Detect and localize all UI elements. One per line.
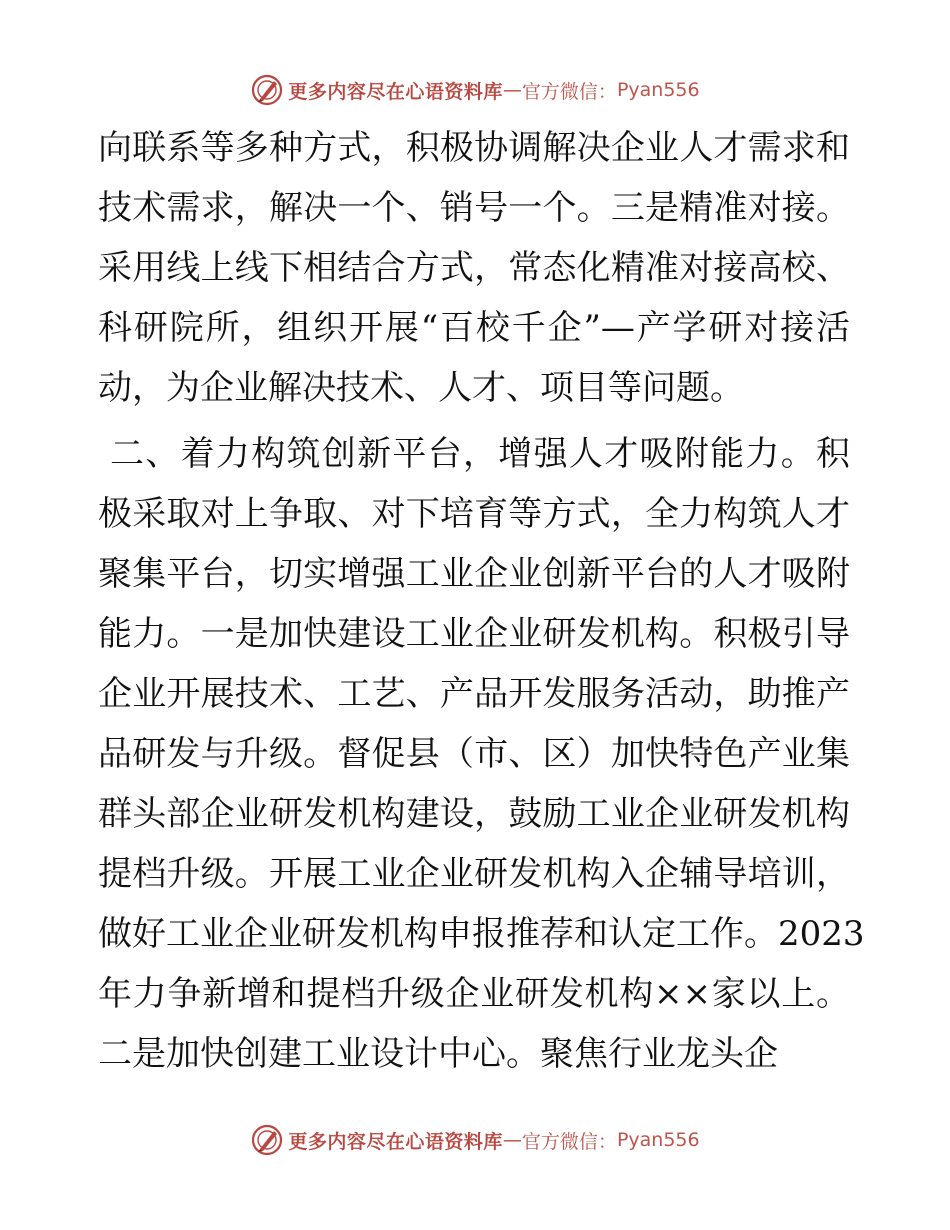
text-line: 能力。一是加快建设工业企业研发机构。积极引导: [98, 614, 850, 654]
footer-watermark: [0, 1120, 950, 1160]
text-line: 科研院所，组织开展“百校千企”—产学研对接活: [98, 308, 850, 348]
text-line: 提档升级。开展工业企业研发机构入企辅导培训，: [98, 854, 850, 894]
paragraph-2: [98, 424, 865, 1084]
text-line: 企业开展技术、工艺、产品开发服务活动，助推产: [98, 674, 850, 714]
text-line: 采用线上线下相结合方式，常态化精准对接高校、: [98, 248, 850, 288]
text-line: 技术需求，解决一个、销号一个。三是精准对接。: [98, 188, 850, 228]
watermark-brand: 更多内容尽在心语资料库: [288, 80, 503, 103]
watermark-brand: 更多内容尽在心语资料库: [288, 1130, 503, 1153]
watermark-label: 官方微信：: [521, 1130, 617, 1153]
text-line: 聚集平台，切实增强工业企业创新平台的人才吸附: [98, 554, 850, 594]
pen-logo-icon: [250, 1123, 284, 1157]
text-line: 动，为企业解决技术、人才、项目等问题。: [98, 368, 744, 408]
watermark-separator: —: [502, 79, 522, 101]
text-line: 做好工业企业研发机构申报推荐和认定工作。2023: [98, 914, 865, 954]
watermark-separator: —: [502, 1129, 522, 1151]
watermark-wechat-id: Pyan556: [616, 79, 700, 101]
watermark-label: 官方微信：: [521, 80, 617, 103]
text-line: 年力争新增和提档升级企业研发机构××家以上。: [98, 974, 850, 1014]
section-heading-line: 二、着力构筑创新平台，增强人才吸附能力。积: [110, 434, 850, 474]
watermark-wechat-id: Pyan556: [616, 1129, 700, 1151]
text-line: 极采取对上争取、对下培育等方式，全力构筑人才: [98, 494, 850, 534]
text-line: 二是加快创建工业设计中心。聚焦行业龙头企: [98, 1034, 778, 1074]
text-line: 群头部企业研发机构建设，鼓励工业企业研发机构: [98, 794, 850, 834]
paragraph-1: [98, 118, 850, 418]
text-line: 向联系等多种方式，积极协调解决企业人才需求和: [98, 128, 850, 168]
document-body: [98, 118, 865, 1084]
pen-logo-icon: [250, 73, 284, 107]
text-line: 品研发与升级。督促县（市、区）加快特色产业集: [98, 734, 850, 774]
header-watermark: [0, 70, 950, 110]
